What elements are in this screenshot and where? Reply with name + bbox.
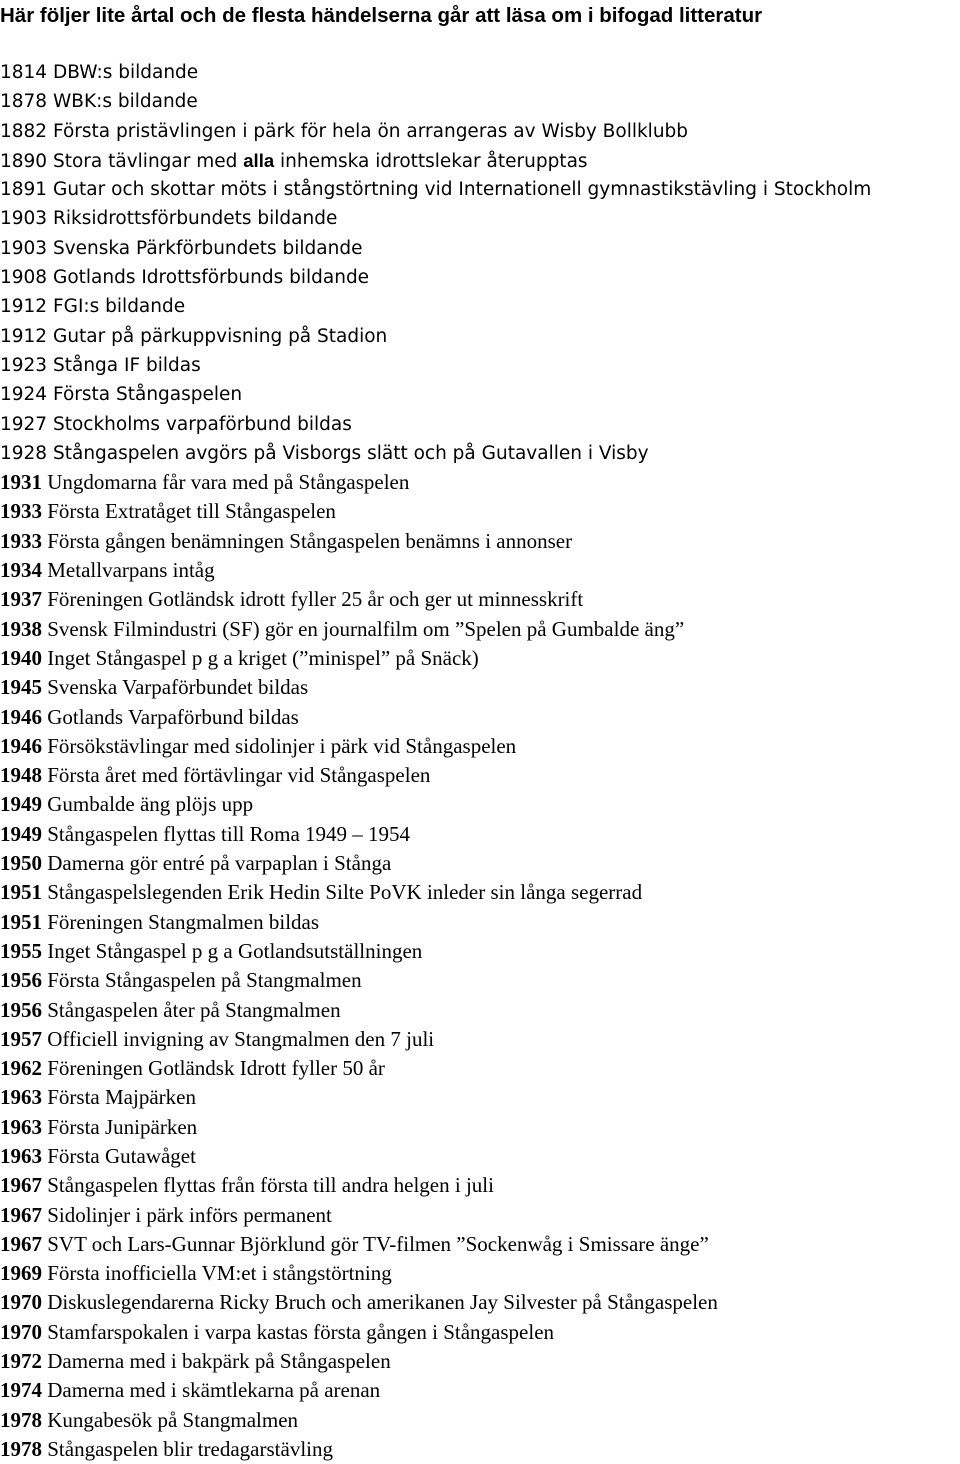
entry-year: 1927 (0, 413, 48, 435)
entry-year: 1967 (0, 1231, 42, 1256)
entry-text: Svensk Filmindustri (SF) gör en journalfilm om ”Spelen på Gumbalde äng” (47, 616, 685, 641)
entry-year: 1912 (0, 296, 48, 318)
timeline-entry (0, 439, 871, 468)
entry-text: Sidolinjer i pärk införs permanent (47, 1202, 332, 1227)
entry-year: 1890 (0, 150, 48, 172)
entry-year: 1878 (0, 91, 48, 113)
timeline-entry (0, 292, 871, 321)
entry-text: Första pristävlingen i pärk för hela ön arrangeras av Wisby Bollklubb (52, 120, 689, 142)
entry-year: 1945 (0, 675, 42, 700)
entry-text: Första Extratåget till Stångaspelen (47, 499, 336, 524)
entry-text: Stångaspelen blir tredagarstävling (47, 1436, 333, 1461)
entry-year: 1948 (0, 763, 42, 788)
timeline-entry (0, 644, 871, 673)
entry-year: 1972 (0, 1349, 42, 1374)
entry-text: Stora tävlingar med alla inhemska idrottslekar återupptas (52, 149, 588, 172)
entry-text: Inget Stångaspel p g a Gotlandsutställningen (47, 938, 423, 963)
entry-text: Första Majpärken (47, 1085, 196, 1110)
entry-text: Metallvarpans intåg (47, 558, 215, 583)
entry-text: Första året med förtävlingar vid Stångaspelen (47, 763, 431, 788)
timeline-entry (0, 1288, 871, 1317)
entry-year: 1949 (0, 821, 42, 846)
entry-text: Gotlands Idrottsförbunds bildande (52, 267, 370, 289)
entry-text: Diskuslegendarerna Ricky Bruch och amerikanen Jay Silvester på Stångaspelen (47, 1290, 718, 1315)
entry-text: Första gången benämningen Stångaspelen benämns i annonser (47, 528, 573, 553)
entry-text: Första Gutawåget (47, 1143, 196, 1168)
timeline-entry (0, 1171, 871, 1200)
entry-text: Gumbalde äng plöjs upp (47, 792, 254, 817)
timeline-entry (0, 1435, 871, 1464)
entry-text: Damerna gör entré på varpaplan i Stånga (47, 851, 392, 876)
timeline-entry (0, 117, 871, 146)
entry-text: Svenska Pärkförbundets bildande (52, 237, 363, 259)
entry-text: Föreningen Gotländsk Idrott fyller 50 år (47, 1056, 385, 1081)
entry-text: SVT och Lars-Gunnar Björklund gör TV-filmen ”Sockenwåg i Smissare änge” (47, 1231, 709, 1256)
entry-year: 1891 (0, 179, 48, 201)
entry-text: Stångaspelen åter på Stangmalmen (47, 997, 341, 1022)
entry-text: Stångaspelen flyttas till Roma 1949 – 1954 (47, 821, 411, 846)
entry-year: 1814 (0, 62, 48, 83)
timeline-entry (0, 234, 871, 263)
timeline-entry (0, 703, 871, 732)
entry-year: 1923 (0, 354, 48, 376)
entry-year: 1928 (0, 442, 48, 464)
entry-year: 1903 (0, 208, 48, 230)
entry-year: 1933 (0, 528, 42, 553)
entry-text: Stångaspelen avgörs på Visborgs slätt och på Gutavallen i Visby (52, 442, 649, 464)
entry-text: WBK:s bildande (52, 91, 198, 113)
entry-text: Ungdomarna får vara med på Stångaspelen (47, 470, 410, 495)
entry-emphasis: alla (243, 149, 275, 171)
entry-text: Första Stångaspelen på Stangmalmen (47, 968, 362, 993)
entry-year: 1882 (0, 120, 48, 142)
entry-year: 1963 (0, 1085, 42, 1110)
entry-text: Första inofficiella VM:et i stångstörtning (47, 1261, 392, 1286)
timeline-entry (0, 615, 871, 644)
entry-text: Gutar och skottar möts i stångstörtning vid Internationell gymnastikstävling i Stockholm (52, 179, 872, 201)
timeline-entry (0, 527, 871, 556)
entry-year: 1967 (0, 1202, 42, 1227)
entry-text: Första Junipärken (47, 1114, 198, 1139)
timeline-entry (0, 1347, 871, 1376)
entry-year: 1903 (0, 237, 48, 259)
entry-year: 1933 (0, 499, 42, 524)
entry-year: 1912 (0, 325, 48, 347)
entry-text: Officiell invigning av Stangmalmen den 7 juli (47, 1026, 435, 1051)
entry-year: 1940 (0, 645, 42, 670)
entry-text: Stamfarspokalen i varpa kastas första gången i Stångaspelen (47, 1319, 555, 1344)
timeline-list (0, 58, 871, 1464)
timeline-entry (0, 1083, 871, 1112)
entry-year: 1967 (0, 1173, 42, 1198)
timeline-entry (0, 556, 871, 585)
entry-year: 1978 (0, 1407, 42, 1432)
entry-text: Gutar på pärkuppvisning på Stadion (52, 325, 388, 347)
timeline-entry (0, 1025, 871, 1054)
entry-year: 1969 (0, 1261, 42, 1286)
page-heading: Här följer lite årtal och de flesta händelserna går att läsa om i bifogad litteratur (0, 4, 763, 27)
timeline-entry (0, 58, 871, 87)
timeline-entry (0, 380, 871, 409)
timeline-entry (0, 849, 871, 878)
timeline-entry (0, 585, 871, 614)
entry-text: FGI:s bildande (52, 296, 186, 318)
timeline-entry (0, 1113, 871, 1142)
entry-year: 1924 (0, 384, 48, 406)
entry-year: 1934 (0, 558, 42, 583)
entry-year: 1970 (0, 1290, 42, 1315)
timeline-entry (0, 673, 871, 702)
entry-text: Stånga IF bildas (52, 354, 201, 376)
timeline-entry (0, 1376, 871, 1405)
entry-text: Gotlands Varpaförbund bildas (47, 704, 299, 729)
timeline-entry (0, 468, 871, 497)
timeline-entry (0, 820, 871, 849)
entry-text: Kungabesök på Stangmalmen (47, 1407, 299, 1432)
timeline-entry (0, 1054, 871, 1083)
timeline-entry (0, 1142, 871, 1171)
timeline-entry (0, 1318, 871, 1347)
timeline-entry (0, 497, 871, 526)
timeline-entry (0, 790, 871, 819)
entry-year: 1974 (0, 1378, 42, 1403)
timeline-entry (0, 1201, 871, 1230)
entry-year: 1951 (0, 880, 42, 905)
entry-text: Riksidrottsförbundets bildande (52, 208, 338, 230)
entry-text: Svenska Varpaförbundet bildas (47, 675, 309, 700)
timeline-entry (0, 410, 871, 439)
entry-text: Stockholms varpaförbund bildas (52, 413, 352, 435)
entry-year: 1962 (0, 1056, 42, 1081)
entry-year: 1963 (0, 1143, 42, 1168)
entry-year: 1957 (0, 1026, 42, 1051)
timeline-entry (0, 87, 871, 116)
timeline-entry (0, 175, 871, 204)
entry-year: 1950 (0, 851, 42, 876)
entry-year: 1951 (0, 909, 42, 934)
entry-text: Stångaspelslegenden Erik Hedin Silte PoVK inleder sin långa segerrad (47, 880, 643, 905)
entry-year: 1946 (0, 704, 42, 729)
timeline-entry (0, 351, 871, 380)
timeline-entry (0, 1259, 871, 1288)
timeline-entry (0, 996, 871, 1025)
entry-year: 1949 (0, 792, 42, 817)
timeline-entry (0, 263, 871, 292)
entry-year: 1956 (0, 997, 42, 1022)
entry-text: Damerna med i bakpärk på Stångaspelen (47, 1349, 391, 1374)
timeline-entry (0, 204, 871, 233)
entry-text: Damerna med i skämtlekarna på arenan (47, 1378, 381, 1403)
entry-text: Stångaspelen flyttas från första till andra helgen i juli (47, 1173, 494, 1198)
entry-year: 1955 (0, 938, 42, 963)
timeline-entry (0, 908, 871, 937)
entry-text: DBW:s bildande (52, 62, 199, 83)
entry-year: 1931 (0, 470, 42, 495)
entry-text: Försökstävlingar med sidolinjer i pärk vid Stångaspelen (47, 733, 517, 758)
entry-year: 1938 (0, 616, 42, 641)
timeline-entry (0, 732, 871, 761)
timeline-entry (0, 322, 871, 351)
timeline-entry (0, 878, 871, 907)
entry-year: 1908 (0, 267, 48, 289)
entry-text: Föreningen Gotländsk idrott fyller 25 år och ger ut minnesskrift (47, 587, 584, 612)
entry-year: 1970 (0, 1319, 42, 1344)
entry-year: 1946 (0, 733, 42, 758)
entry-text: Första Stångaspelen (52, 384, 243, 406)
timeline-entry (0, 937, 871, 966)
entry-year: 1956 (0, 968, 42, 993)
entry-year: 1963 (0, 1114, 42, 1139)
timeline-entry (0, 146, 871, 175)
timeline-entry (0, 1406, 871, 1435)
entry-year: 1978 (0, 1436, 42, 1461)
timeline-entry (0, 1230, 871, 1259)
entry-text: Föreningen Stangmalmen bildas (47, 909, 320, 934)
entry-text: Inget Stångaspel p g a kriget (”minispel” på Snäck) (47, 645, 479, 670)
timeline-entry (0, 966, 871, 995)
entry-year: 1937 (0, 587, 42, 612)
timeline-entry (0, 761, 871, 790)
